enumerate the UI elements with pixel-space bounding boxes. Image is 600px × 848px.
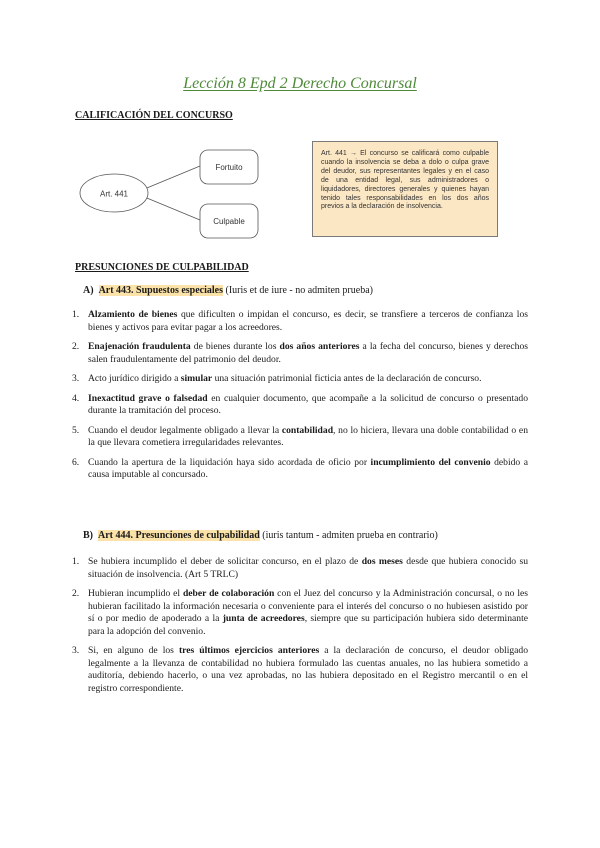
center-node-label: Art. 441 [99, 189, 129, 199]
section-heading-presunciones: PRESUNCIONES DE CULPABILIDAD [75, 262, 249, 273]
list-item: 5. Cuando el deudor legalmente obligado a llevar la contabilidad, no lo hiciera, llevara una doble contabilidad o en la que llevara cometiera irregularidades relevantes. [72, 424, 528, 448]
list-item: 1. Se hubiera incumplido el deber de solicitar concurso, en el plazo de dos meses desde que hubiera conocido su situación de insolvencia. (Art 5 TRLC) [72, 556, 528, 580]
list-item: 3. Acto jurídico dirigido a simular una situación patrimonial ficticia antes de la declaración de concurso. [72, 373, 482, 384]
culpable-node-label: Culpable [213, 217, 245, 226]
subsection-a-title: Art 443. Supuestos especiales [98, 285, 224, 296]
list-item: 4. Inexactitud grave o falsedad en cualquier documento, que acompañe a la solicitud de concurso o presentado durante la tramitación del proceso. [72, 392, 528, 416]
list-item: 1. Alzamiento de bienes que dificulten o impidan el concurso, es decir, se transfiere a terceros de confianza los bienes y activos para evitar pagar a los acreedores. [72, 309, 528, 333]
subsection-b [83, 530, 438, 541]
fortuito-node-label: Fortuito [215, 163, 243, 172]
connector-top [142, 166, 200, 190]
subsection-b-title: Art 444. Presunciones de culpabilidad [98, 530, 260, 541]
list-item: 6. Cuando la apertura de la liquidación haya sido acordada de oficio por incumplimiento del convenio debido a causa imputable al concursado. [72, 456, 529, 480]
list-art-444 [72, 556, 529, 702]
list-item: 2. Enajenación fraudulenta de bienes durante los dos años anteriores a la fecha del concurso, bienes y derechos salen fraudulentamente del patrimonio del deudor. [72, 341, 528, 365]
subsection-b-note: (iuris tantum - admiten prueba en contrario) [259, 530, 438, 541]
list-item: 3. Si, en alguno de los tres últimos ejercicios anteriores a la declaración de concurso, el deudor obligado legalmente a la llevanza de contabilidad no hubiera formulado las cuentas anuales, no las hubiera sometido a auditoría, debiendo hacerlo, o una vez aprobadas, no las hubiera depositado en el Registro mercantil o en el registro correspondiente. [72, 645, 529, 694]
subsection-a [83, 285, 373, 296]
subsection-b-marker: B) [83, 530, 93, 541]
art-441-note: Art. 441 → El concurso se calificará como culpable cuando la insolvencia se deba a dolo o culpa grave del deudor, sus representantes legales y en el caso de una entidad legal, sus administradores o liquidadores, directores generales y quienes hayan tenido tales responsabilidades en los dos años previos a la declaración de insolvencia. [312, 141, 498, 237]
list-item: 2. Hubieran incumplido el deber de colaboración con el Juez del concurso y la Administración concursal, o no les hubieran facilitado la información necesaria o conveniente para el interés del concurso o no hubiesen asistido por sí o por medio de apoderado a la junta de acreedores, siempre que su participación hubiera sido determinante para la adopción del convenio. [72, 588, 528, 637]
subsection-a-note: (Iuris et de iure - no admiten prueba) [223, 285, 373, 296]
subsection-a-marker: A) [83, 285, 94, 296]
section-heading-calificacion: CALIFICACIÓN DEL CONCURSO [75, 110, 233, 121]
connector-bottom [142, 196, 200, 220]
list-art-443 [72, 309, 529, 489]
page-title: Lección 8 Epd 2 Derecho Concursal [183, 75, 417, 92]
